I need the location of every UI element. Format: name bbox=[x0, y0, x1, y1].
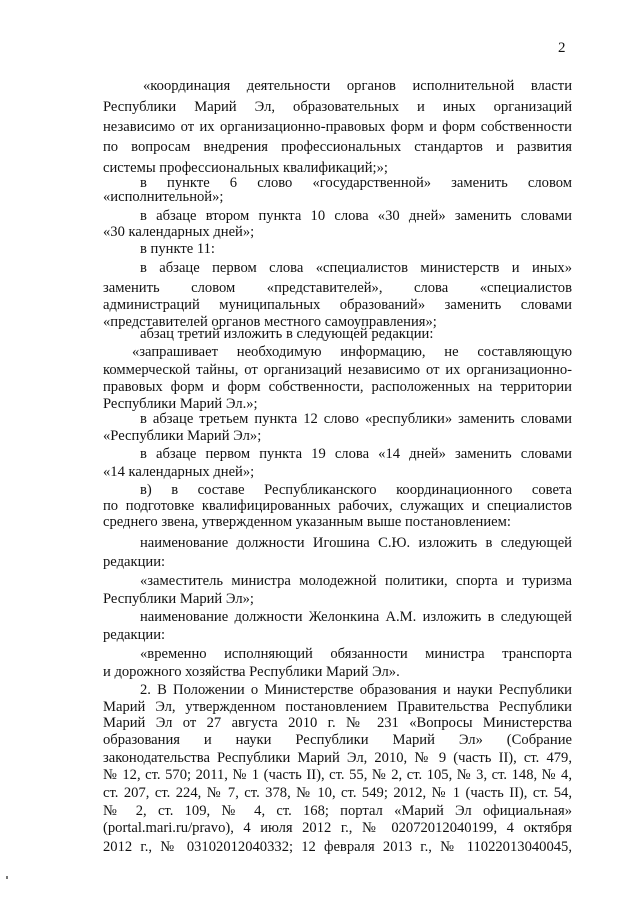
text-line: «представителей органов местного самоуправления»; bbox=[103, 314, 437, 330]
text-line: (portal.mari.ru/pravo), 4 июля 2012 г., № 02072012040199, 4 октября bbox=[103, 820, 572, 836]
text-line: № 2, ст. 109, № 4, ст. 168; портал «Марий Эл официальная» bbox=[103, 803, 572, 819]
text-line: в пункте 6 слово «государственной» заменить словом bbox=[140, 175, 572, 191]
text-line: ст. 207, ст. 224, № 7, ст. 378, № 10, ст. 549; 2012, № 1 (часть II), ст. 54, bbox=[103, 785, 572, 801]
text-line: в абзаце третьем пункта 12 слово «республики» заменить словами bbox=[140, 411, 572, 427]
scan-mark bbox=[6, 876, 8, 879]
text-line: по подготовке квалифицированных рабочих, служащих и специалистов bbox=[103, 498, 572, 514]
text-line: независимо от их организационно-правовых форм и форм собственности bbox=[103, 119, 572, 135]
text-line: «исполнительной»; bbox=[103, 189, 224, 205]
text-line: 2012 г., № 03102012040332; 12 февраля 2013 г., № 11022013040045, bbox=[103, 839, 572, 855]
text-line: в пункте 11: bbox=[140, 241, 215, 257]
text-line: в) в составе Республиканского координационного совета bbox=[140, 482, 572, 498]
text-line: Республики Марий Эл»; bbox=[103, 591, 254, 607]
text-line: системы профессиональных квалификаций;»; bbox=[103, 160, 388, 176]
text-line: образования и науки Республики Марий Эл» (Собрание bbox=[103, 732, 572, 748]
text-line: Республики Марий Эл, образовательных и иных организаций bbox=[103, 99, 572, 115]
text-line: Марий Эл, утвержденном постановлением Правительства Республики bbox=[103, 699, 572, 715]
text-line: в абзаце первом пункта 19 слова «14 дней» заменить словами bbox=[140, 446, 572, 462]
text-line: в абзаце втором пункта 10 слова «30 дней» заменить словами bbox=[140, 208, 572, 224]
text-line: и дорожного хозяйства Республики Марий Эл». bbox=[103, 664, 400, 680]
text-line: абзац третий изложить в следующей редакции: bbox=[140, 326, 434, 342]
text-line: «Республики Марий Эл»; bbox=[103, 428, 262, 444]
text-line: среднего звена, утвержденном указанным выше постановлением: bbox=[103, 514, 511, 530]
text-line: законодательства Республики Марий Эл, 2010, № 9 (часть II), ст. 479, bbox=[103, 750, 572, 766]
text-line: «заместитель министра молодежной политики, спорта и туризма bbox=[140, 573, 572, 589]
text-line: наименование должности Желонкина А.М. изложить в следующей bbox=[140, 609, 572, 625]
text-line: правовых форм и форм собственности, расположенных на территории bbox=[103, 379, 572, 395]
text-line: администраций муниципальных образований» заменить словами bbox=[103, 297, 572, 313]
text-line: «координация деятельности органов исполнительной власти bbox=[143, 78, 572, 94]
text-line: «14 календарных дней»; bbox=[103, 464, 255, 480]
text-line: наименование должности Игошина С.Ю. изложить в следующей bbox=[140, 535, 572, 551]
text-line: № 12, ст. 570; 2011, № 1 (часть II), ст. 55, № 2, ст. 105, № 3, ст. 148, № 4, bbox=[103, 767, 572, 783]
text-line: «временно исполняющий обязанности министра транспорта bbox=[140, 646, 572, 662]
text-line: в абзаце первом слова «специалистов министерств и иных» bbox=[140, 260, 572, 276]
text-line: редакции: bbox=[103, 554, 166, 570]
text-line: Марий Эл от 27 августа 2010 г. № 231 «Вопросы Министерства bbox=[103, 715, 572, 731]
text-line: по вопросам внедрения профессиональных стандартов и развития bbox=[103, 139, 572, 155]
text-line: 2. В Положении о Министерстве образования и науки Республики bbox=[140, 682, 572, 698]
text-line: заменить словом «представителей», слова «специалистов bbox=[103, 280, 572, 296]
text-line: коммерческой тайны, от организаций независимо от их организационно- bbox=[103, 362, 572, 378]
text-line: «запрашивает необходимую информацию, не составляющую bbox=[132, 344, 572, 360]
page-number: 2 bbox=[558, 40, 566, 56]
text-line: редакции: bbox=[103, 627, 166, 643]
text-line: «30 календарных дней»; bbox=[103, 224, 255, 240]
text-line: Республики Марий Эл.»; bbox=[103, 396, 258, 412]
